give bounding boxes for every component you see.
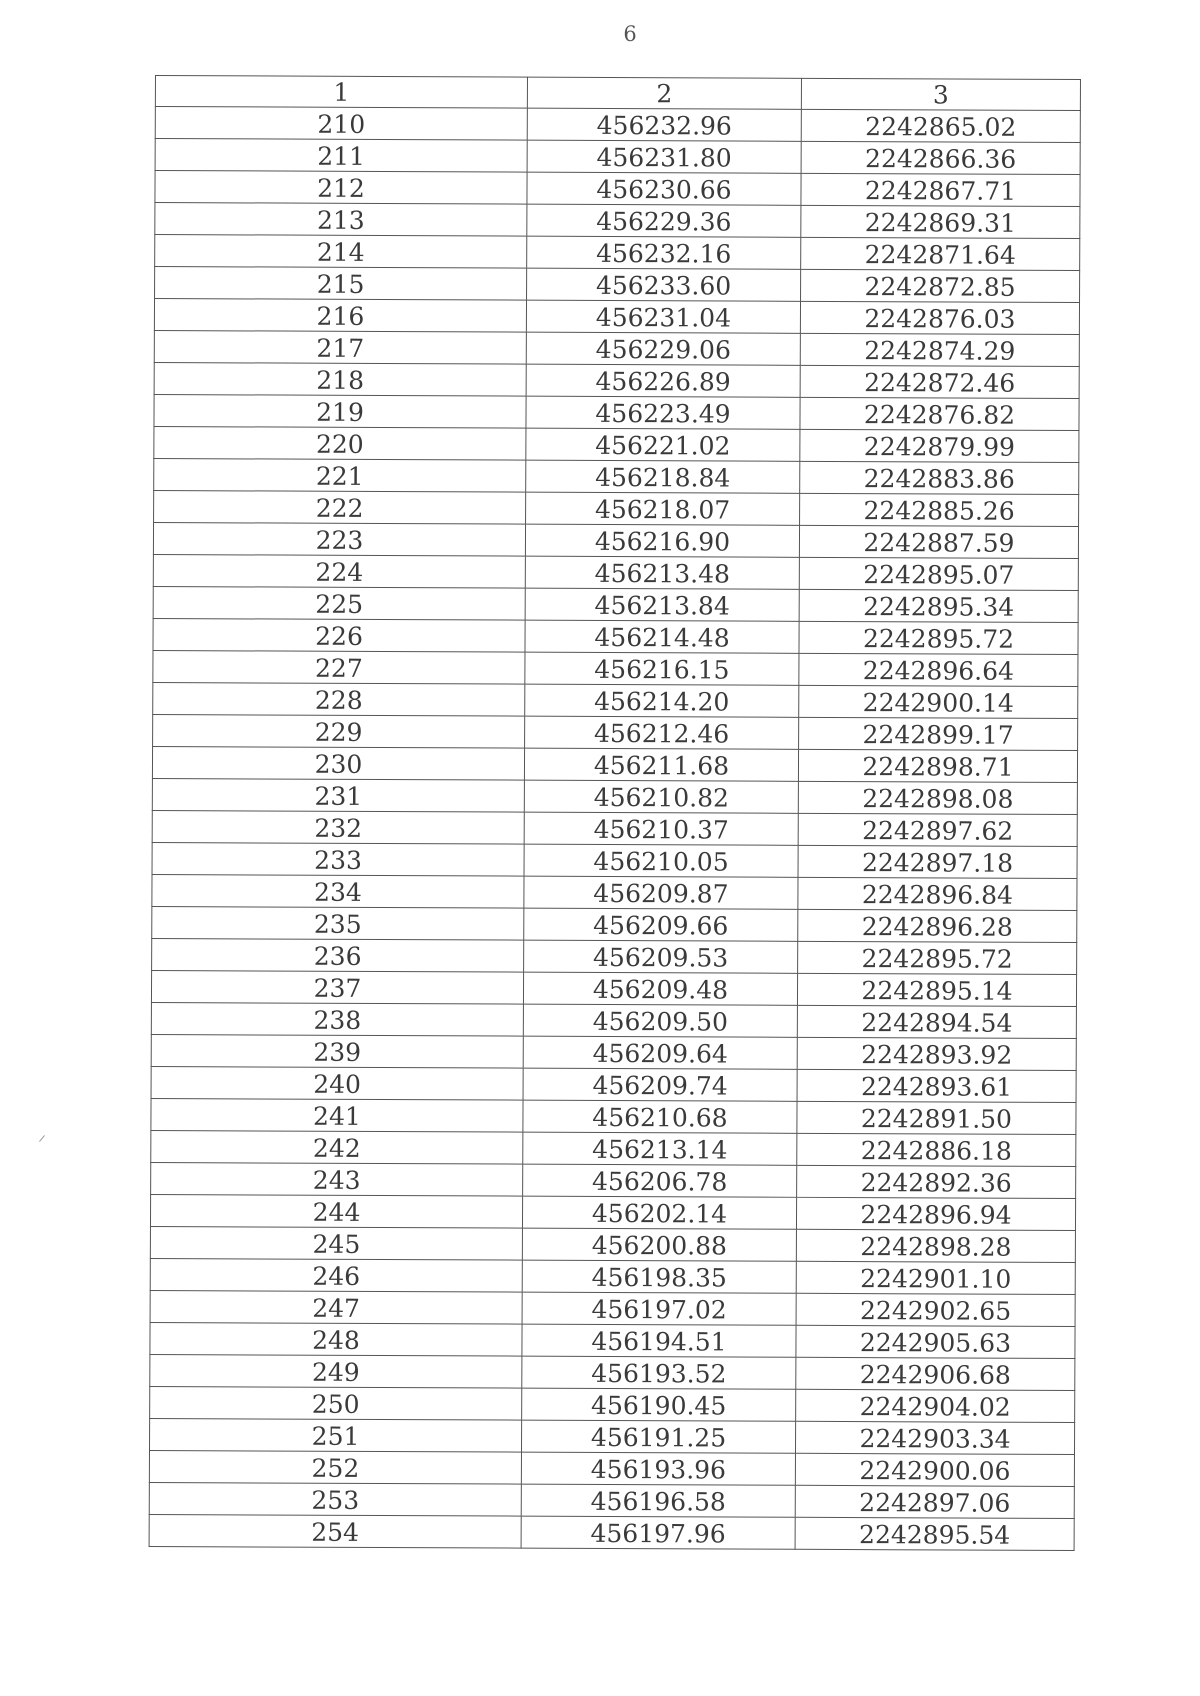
- table-row: [151, 1066, 1076, 1102]
- cell-point-number: 238: [151, 1002, 523, 1036]
- cell-y-coordinate: 2242891.50: [797, 1101, 1076, 1134]
- table-row: [154, 362, 1079, 398]
- cell-point-number: 211: [155, 139, 527, 173]
- cell-y-coordinate: 2242879.99: [800, 429, 1079, 462]
- cell-point-number: 244: [150, 1194, 522, 1228]
- cell-x-coordinate: 456218.07: [526, 492, 800, 525]
- table-row: [153, 618, 1078, 654]
- cell-point-number: 228: [153, 682, 525, 716]
- cell-x-coordinate: 456197.96: [521, 1516, 795, 1549]
- cell-point-number: 241: [151, 1098, 523, 1132]
- cell-y-coordinate: 2242903.34: [795, 1421, 1074, 1454]
- column-header-x: 2: [527, 77, 801, 109]
- cell-point-number: 243: [151, 1162, 523, 1196]
- table-row: [155, 139, 1080, 175]
- cell-y-coordinate: 2242905.63: [796, 1325, 1075, 1358]
- cell-x-coordinate: 456191.25: [521, 1420, 795, 1453]
- cell-x-coordinate: 456209.53: [524, 940, 798, 973]
- cell-y-coordinate: 2242895.72: [799, 621, 1078, 654]
- cell-point-number: 215: [155, 267, 527, 301]
- cell-point-number: 240: [151, 1066, 523, 1100]
- table-row: [155, 171, 1080, 207]
- table-row: [155, 107, 1080, 143]
- cell-point-number: 210: [155, 107, 527, 141]
- table-body: [149, 107, 1080, 1551]
- cell-point-number: 212: [155, 171, 527, 205]
- cell-point-number: 253: [149, 1482, 521, 1516]
- page-number: 6: [623, 22, 637, 46]
- cell-y-coordinate: 2242902.65: [796, 1293, 1075, 1326]
- cell-x-coordinate: 456210.68: [523, 1100, 797, 1133]
- cell-point-number: 242: [151, 1130, 523, 1164]
- table-row: [151, 1034, 1076, 1070]
- cell-y-coordinate: 2242896.94: [796, 1197, 1075, 1230]
- cell-point-number: 249: [150, 1354, 522, 1388]
- cell-x-coordinate: 456202.14: [522, 1196, 796, 1229]
- table-row: [150, 1226, 1075, 1262]
- cell-x-coordinate: 456196.58: [521, 1484, 795, 1517]
- table-row: [152, 938, 1077, 974]
- cell-y-coordinate: 2242892.36: [797, 1165, 1076, 1198]
- cell-point-number: 216: [154, 299, 526, 333]
- cell-y-coordinate: 2242896.84: [798, 877, 1077, 910]
- table-row: [153, 682, 1078, 718]
- cell-x-coordinate: 456216.90: [525, 524, 799, 557]
- cell-point-number: 227: [153, 650, 525, 684]
- cell-point-number: 230: [152, 746, 524, 780]
- cell-y-coordinate: 2242871.64: [801, 237, 1080, 270]
- cell-point-number: 226: [153, 618, 525, 652]
- table-row: [153, 650, 1078, 686]
- table-row: [150, 1354, 1075, 1390]
- column-header-point-number: 1: [155, 76, 527, 109]
- cell-x-coordinate: 456223.49: [526, 396, 800, 429]
- cell-point-number: 247: [150, 1290, 522, 1324]
- cell-y-coordinate: 2242887.59: [799, 525, 1078, 558]
- table-row: [153, 522, 1078, 558]
- table-row: [153, 714, 1078, 750]
- cell-x-coordinate: 456218.84: [526, 460, 800, 493]
- table-row: [152, 778, 1077, 814]
- cell-point-number: 229: [153, 714, 525, 748]
- cell-y-coordinate: 2242869.31: [801, 205, 1080, 238]
- cell-point-number: 220: [154, 426, 526, 460]
- cell-point-number: 222: [154, 490, 526, 524]
- cell-point-number: 236: [152, 938, 524, 972]
- cell-y-coordinate: 2242895.34: [799, 589, 1078, 622]
- cell-y-coordinate: 2242874.29: [800, 333, 1079, 366]
- cell-y-coordinate: 2242900.14: [799, 685, 1078, 718]
- cell-x-coordinate: 456221.02: [526, 428, 800, 461]
- table-row: [149, 1514, 1074, 1550]
- table-row: [151, 1162, 1076, 1198]
- table-row: [150, 1290, 1075, 1326]
- table-row: [154, 426, 1079, 462]
- cell-x-coordinate: 456212.46: [525, 716, 799, 749]
- cell-y-coordinate: 2242897.18: [798, 845, 1077, 878]
- cell-y-coordinate: 2242895.07: [799, 557, 1078, 590]
- cell-point-number: 248: [150, 1322, 522, 1356]
- cell-y-coordinate: 2242867.71: [801, 173, 1080, 206]
- table-row: [153, 586, 1078, 622]
- table-row: [154, 299, 1079, 335]
- cell-x-coordinate: 456233.60: [527, 268, 801, 301]
- cell-y-coordinate: 2242898.28: [796, 1229, 1075, 1262]
- cell-x-coordinate: 456229.36: [527, 204, 801, 237]
- cell-point-number: 234: [152, 874, 524, 908]
- cell-point-number: 252: [149, 1450, 521, 1484]
- table-row: [151, 1098, 1076, 1134]
- table-row: [151, 1002, 1076, 1038]
- cell-x-coordinate: 456210.37: [524, 812, 798, 845]
- column-header-y: 3: [801, 78, 1080, 110]
- cell-y-coordinate: 2242866.36: [801, 141, 1080, 174]
- table-row: [155, 203, 1080, 239]
- cell-y-coordinate: 2242904.02: [796, 1389, 1075, 1422]
- cell-point-number: 233: [152, 842, 524, 876]
- cell-x-coordinate: 456193.52: [522, 1356, 796, 1389]
- table-row: [152, 874, 1077, 910]
- cell-y-coordinate: 2242896.28: [798, 909, 1077, 942]
- coordinates-table: [149, 75, 1081, 1551]
- table-header-row: [155, 76, 1080, 111]
- table-row: [150, 1322, 1075, 1358]
- stray-pen-mark: [39, 1135, 45, 1142]
- cell-y-coordinate: 2242883.86: [800, 461, 1079, 494]
- cell-point-number: 232: [152, 810, 524, 844]
- cell-y-coordinate: 2242899.17: [799, 717, 1078, 750]
- cell-x-coordinate: 456231.80: [527, 140, 801, 173]
- cell-y-coordinate: 2242898.08: [798, 781, 1077, 814]
- cell-point-number: 246: [150, 1258, 522, 1292]
- table-row: [154, 458, 1079, 494]
- cell-point-number: 223: [153, 522, 525, 556]
- cell-y-coordinate: 2242897.62: [798, 813, 1077, 846]
- cell-y-coordinate: 2242872.46: [800, 365, 1079, 398]
- cell-y-coordinate: 2242895.54: [795, 1517, 1074, 1550]
- table-row: [149, 1450, 1074, 1486]
- cell-x-coordinate: 456216.15: [525, 652, 799, 685]
- cell-y-coordinate: 2242876.03: [800, 301, 1079, 334]
- cell-x-coordinate: 456209.74: [523, 1068, 797, 1101]
- table-row: [152, 810, 1077, 846]
- cell-point-number: 237: [151, 970, 523, 1004]
- cell-x-coordinate: 456198.35: [522, 1260, 796, 1293]
- cell-x-coordinate: 456232.16: [527, 236, 801, 269]
- cell-x-coordinate: 456231.04: [526, 300, 800, 333]
- cell-point-number: 254: [149, 1514, 521, 1548]
- cell-point-number: 245: [150, 1226, 522, 1260]
- table-row: [152, 842, 1077, 878]
- cell-x-coordinate: 456210.05: [524, 844, 798, 877]
- table-row: [154, 330, 1079, 366]
- table-row: [150, 1258, 1075, 1294]
- cell-y-coordinate: 2242893.92: [797, 1037, 1076, 1070]
- table-row: [152, 746, 1077, 782]
- cell-point-number: 250: [150, 1386, 522, 1420]
- cell-y-coordinate: 2242898.71: [798, 749, 1077, 782]
- cell-x-coordinate: 456214.48: [525, 620, 799, 653]
- cell-x-coordinate: 456229.06: [526, 332, 800, 365]
- cell-y-coordinate: 2242885.26: [800, 493, 1079, 526]
- cell-point-number: 235: [152, 906, 524, 940]
- table-row: [149, 1482, 1074, 1518]
- cell-y-coordinate: 2242895.72: [798, 941, 1077, 974]
- cell-x-coordinate: 456193.96: [521, 1452, 795, 1485]
- cell-y-coordinate: 2242901.10: [796, 1261, 1075, 1294]
- cell-x-coordinate: 456232.96: [527, 108, 801, 141]
- table-row: [153, 554, 1078, 590]
- cell-x-coordinate: 456211.68: [524, 748, 798, 781]
- cell-x-coordinate: 456209.50: [523, 1004, 797, 1037]
- cell-y-coordinate: 2242876.82: [800, 397, 1079, 430]
- cell-y-coordinate: 2242886.18: [797, 1133, 1076, 1166]
- cell-x-coordinate: 456190.45: [522, 1388, 796, 1421]
- cell-point-number: 217: [154, 330, 526, 364]
- cell-y-coordinate: 2242865.02: [801, 109, 1080, 142]
- cell-y-coordinate: 2242906.68: [796, 1357, 1075, 1390]
- cell-point-number: 225: [153, 586, 525, 620]
- cell-x-coordinate: 456194.51: [522, 1324, 796, 1357]
- table-row: [154, 490, 1079, 526]
- cell-x-coordinate: 456206.78: [523, 1164, 797, 1197]
- table-row: [155, 267, 1080, 303]
- table-row: [150, 1386, 1075, 1422]
- table-row: [150, 1194, 1075, 1230]
- cell-point-number: 224: [153, 554, 525, 588]
- cell-x-coordinate: 456209.87: [524, 876, 798, 909]
- cell-x-coordinate: 456230.66: [527, 172, 801, 205]
- cell-x-coordinate: 456209.48: [523, 972, 797, 1005]
- cell-x-coordinate: 456226.89: [526, 364, 800, 397]
- cell-y-coordinate: 2242895.14: [797, 973, 1076, 1006]
- cell-y-coordinate: 2242894.54: [797, 1005, 1076, 1038]
- cell-y-coordinate: 2242897.06: [795, 1485, 1074, 1518]
- cell-point-number: 214: [155, 235, 527, 269]
- cell-x-coordinate: 456213.48: [525, 556, 799, 589]
- cell-point-number: 221: [154, 458, 526, 492]
- cell-point-number: 213: [155, 203, 527, 237]
- cell-y-coordinate: 2242872.85: [801, 269, 1080, 302]
- table-row: [149, 1418, 1074, 1454]
- cell-point-number: 231: [152, 778, 524, 812]
- cell-y-coordinate: 2242896.64: [799, 653, 1078, 686]
- table-row: [155, 235, 1080, 271]
- cell-y-coordinate: 2242900.06: [795, 1453, 1074, 1486]
- cell-y-coordinate: 2242893.61: [797, 1069, 1076, 1102]
- cell-x-coordinate: 456197.02: [522, 1292, 796, 1325]
- cell-point-number: 219: [154, 394, 526, 428]
- cell-x-coordinate: 456209.64: [523, 1036, 797, 1069]
- cell-x-coordinate: 456209.66: [524, 908, 798, 941]
- cell-point-number: 218: [154, 362, 526, 396]
- cell-x-coordinate: 456213.84: [525, 588, 799, 621]
- cell-x-coordinate: 456214.20: [525, 684, 799, 717]
- table-row: [154, 394, 1079, 430]
- table-row: [151, 1130, 1076, 1166]
- cell-x-coordinate: 456213.14: [523, 1132, 797, 1165]
- cell-point-number: 251: [149, 1418, 521, 1452]
- table-row: [151, 970, 1076, 1006]
- cell-x-coordinate: 456210.82: [524, 780, 798, 813]
- cell-x-coordinate: 456200.88: [522, 1228, 796, 1261]
- table-row: [152, 906, 1077, 942]
- cell-point-number: 239: [151, 1034, 523, 1068]
